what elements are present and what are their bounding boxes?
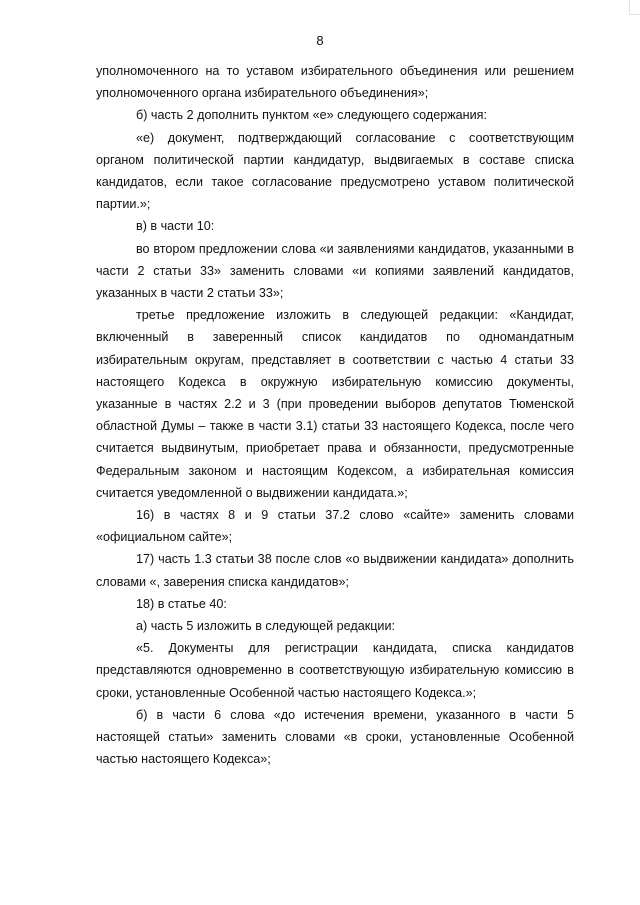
paragraph: а) часть 5 изложить в следующей редакции:: [136, 619, 395, 634]
paragraph: «5. Документы для регистрации кандидата, списка кандидатов представляются одновременно в соответствующую избирательную комиссию в сроки, установленные Особенной частью настоящего Кодекса.»;: [96, 641, 574, 700]
paragraph: б) в части 6 слова «до истечения времени, указанного в части 5 настоящей статьи» заменить словами «в сроки, установленные Особенной частью настоящего Кодекса»;: [96, 707, 574, 767]
paragraph: во втором предложении слова «и заявлениями кандидатов, указанными в части 2 статьи 33» заменить словами «и копиями заявлений кандидатов, указанных в части 2 статьи 33»;: [96, 241, 574, 301]
paragraph: 17) часть 1.3 статьи 38 после слов «о выдвижении кандидата» дополнить словами «, заверения списка кандидатов»;: [96, 552, 574, 589]
paragraph: третье предложение изложить в следующей редакции: «Кандидат, включенный в заверенный список кандидатов по одномандатным избирательным округам, представляет в соответствии с частью 4 статьи 33 настоящего Кодекса в окружную избирательную комиссию документы, указанные в частях 2.2 и 3 (при проведении выборов депутатов Тюменской областной Думы – также в части 3.1) статьи 33 настоящего Кодекса, после чего считается выдвинутым, приобретает права и обязанности, предусмотренные Федеральным законом и настоящим Кодексом, а избирательная комиссия считается уведомленной о выдвижении кандидата.»;: [96, 308, 574, 500]
paragraph: 16) в частях 8 и 9 статьи 37.2 слово «сайте» заменить словами «официальном сайте»;: [96, 508, 574, 545]
page-number: 8: [316, 33, 324, 48]
paragraph: в) в части 10:: [136, 219, 215, 234]
document-body: [96, 60, 574, 771]
paragraph: «е) документ, подтверждающий согласование с соответствующим органом политической партии кандидатур, выдвигаемых в составе списка кандидатов, если такое согласование предусмотрено уставом политической партии.»;: [96, 130, 574, 212]
paragraph: 18) в статье 40:: [136, 596, 227, 611]
paragraph: б) часть 2 дополнить пунктом «е» следующего содержания:: [136, 108, 487, 123]
scan-corner-mark: [629, 0, 640, 15]
paragraph: уполномоченного на то уставом избирательного объединения или решением уполномоченного органа избирательного объединения»;: [96, 64, 574, 101]
